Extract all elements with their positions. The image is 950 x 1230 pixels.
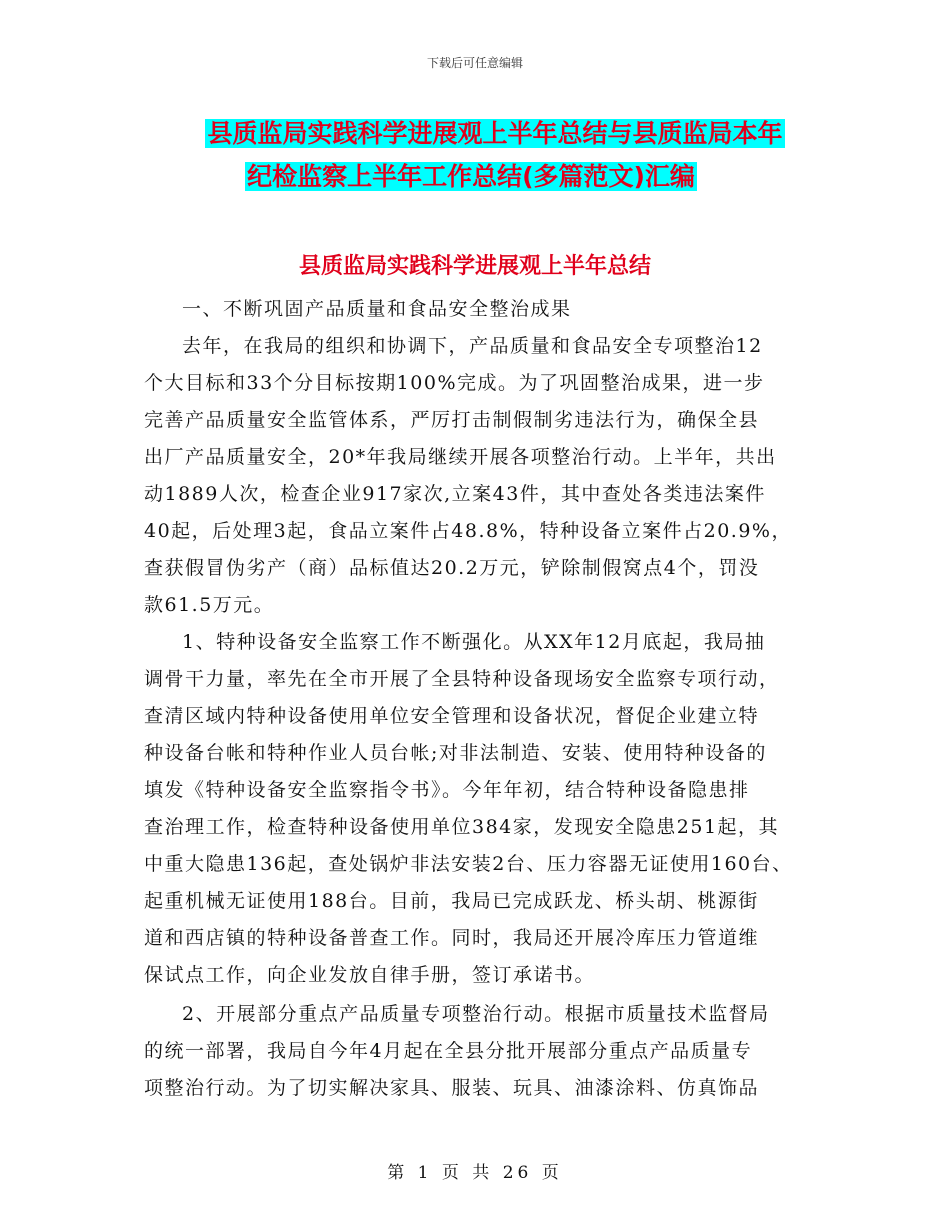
body-line: 40起，后处理3起，食品立案件占48.8%，特种设备立案件占20.9%，	[144, 520, 792, 542]
body-line: 查治理工作，检查特种设备使用单位384家，发现安全隐患251起，其	[144, 816, 780, 838]
body-line: 起重机械无证使用188台。目前，我局已完成跃龙、桥头胡、桃源街	[144, 890, 759, 912]
body-line: 的统一部署，我局自今年4月起在全县分批开展部分重点产品质量专	[144, 1040, 753, 1062]
body-line: 查获假冒伪劣产（商）品标值达20.2万元，铲除制假窝点4个，罚没	[144, 557, 760, 579]
body-line: 1、特种设备安全监察工作不断强化。从XX年12月底起，我局抽	[182, 631, 766, 653]
title-highlight-2: 纪检监察上半年工作总结(多篇范文)汇编	[247, 162, 695, 191]
body-line: 个大目标和33个分目标按期100%完成。为了巩固整治成果，进一步	[144, 372, 765, 394]
document-title-line-2	[0, 157, 946, 193]
page-header-note: 下载后可任意编辑	[426, 56, 523, 70]
body-line: 出厂产品质量安全，20*年我局继续开展各项整治行动。上半年，共出	[144, 446, 777, 468]
body-line: 完善产品质量安全监管体系，严厉打击制假制劣违法行为，确保全县	[144, 409, 760, 431]
body-line: 填发《特种设备安全监察指令书》。今年年初，结合特种设备隐患排	[144, 779, 750, 801]
body-line: 保试点工作，向企业发放自律手册，签订承诺书。	[144, 964, 596, 986]
body-line: 动1889人次，检查企业917家次,立案43件，其中查处各类违法案件	[144, 483, 766, 505]
body-line: 道和西店镇的特种设备普查工作。同时，我局还开展冷库压力管道维	[144, 927, 760, 949]
document-title-line-1	[20, 114, 950, 150]
body-line: 调骨干力量，率先在全市开展了全县特种设备现场安全监察专项行动，	[144, 668, 780, 690]
body-line: 查清区域内特种设备使用单位安全管理和设备状况，督促企业建立特	[144, 705, 760, 727]
title-highlight-1: 县质监局实践科学进展观上半年总结与县质监局本年	[207, 119, 783, 148]
section-title: 县质监局实践科学进展观上半年总结	[298, 254, 651, 279]
body-line: 项整治行动。为了切实解决家具、服装、玩具、油漆涂料、仿真饰品	[144, 1077, 760, 1099]
body-line: 种设备台帐和特种作业人员台帐;对非法制造、安装、使用特种设备的	[144, 742, 767, 764]
page-number: 第 1 页 共 26 页	[387, 1163, 563, 1183]
body-line: 2、开展部分重点产品质量专项整治行动。根据市质量技术监督局	[182, 1003, 770, 1025]
body-line: 去年，在我局的组织和协调下，产品质量和食品安全专项整治12	[182, 335, 763, 357]
body-line: 款61.5万元。	[144, 594, 275, 616]
body-line: 一、不断巩固产品质量和食品安全整治成果	[182, 298, 572, 320]
body-line: 中重大隐患136起，查处锅炉非法安装2台、压力容器无证使用160台、	[144, 853, 793, 875]
